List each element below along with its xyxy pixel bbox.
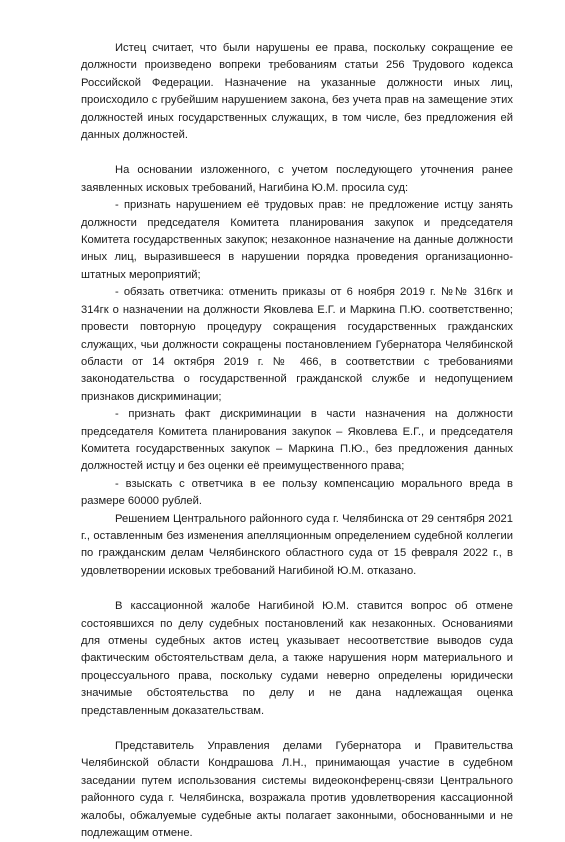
paragraph-representative-position: Представитель Управления делами Губернатора и Правительства Челябинской области Кондрашова Л.Н., принимающая участие в судебном заседании путем использования системы видеоконференц-связи Центрального районного суда г. Челябинска, возражала против удовлетворения кассационной жалобы, обжалуемые судебные акты полагает законными, обоснованными и не подлежащим отмене. xyxy=(81,740,513,840)
paragraph-claim-violation: Истец считает, что были нарушены ее права, поскольку сокращение ее должности произведено вопреки требованиям статьи 256 Трудового кодекса Российской Федерации. Назначение на указанные должности иных лиц, происходило с грубейшим нарушением закона, без учета прав на замещение этих должностей иных государственных служащих, в том числе, без предложения ей данных должностей. xyxy=(81,42,513,142)
paragraph-cassation-appeal: В кассационной жалобе Нагибиной Ю.М. ставится вопрос об отмене состоявшихся по делу судебных постановлений как незаконных. Основаниями для отмены судебных актов истец указывает несоответствие выводов суда фактическим обстоятельствам дела, а также нарушения норм материального и процессуального права, поскольку судами неверно определены юридически значимые обстоятельства по делу и не дана надлежащая оценка представленным доказательствам. xyxy=(81,600,513,717)
list-item-moral-damages: - взыскать с ответчика в ее пользу компенсацию морального вреда в размере 60000 рублей. xyxy=(81,477,513,508)
list-item-oblige-defendant: - обязать ответчика: отменить приказы от 6 ноября 2019 г. №№ 316гк и 314гк о назначении на должности Яковлева Е.Г. и Маркина П.Ю. соответственно; провести повторную процедуру сокращения государственных гражданских служащих, чьи должности сокращены постановлением Губернатора Челябинской области от 14 октября 2019 г. № 466, в соответствии с требованиями законодательства о государственной гражданской службе и недопущением признаков дискриминации; xyxy=(81,286,513,403)
list-item-recognize-violation: - признать нарушением её трудовых прав: не предложение истцу занять должности председателя Комитета планирования закупок и председателя Комитета государственных закупок; незаконное назначение на данные должности иных лиц, выразившееся в нарушении порядка проведения организационно-штатных мероприятий; xyxy=(81,199,513,281)
paragraph-court-decision: Решением Центрального районного суда г. Челябинска от 29 сентября 2021 г., оставленным без изменения апелляционным определением судебной коллегии по гражданским делам Челябинского областного суда от 15 февраля 2022 г., в удовлетворении исковых требований Нагибиной Ю.М. отказано. xyxy=(81,512,513,577)
paragraph-clarified-claims: На основании изложенного, с учетом последующего уточнения ранее заявленных исковых требований, Нагибина Ю.М. просила суд: xyxy=(81,164,513,194)
list-item-recognize-discrimination: - признать факт дискриминации в части назначения на должности председателя Комитета планирования закупок – Яковлева Е.Г., и председателя Комитета государственных закупок – Маркина П.Ю., без предложения данных должностей истцу и без оценки её преимущественного права; xyxy=(81,408,513,473)
